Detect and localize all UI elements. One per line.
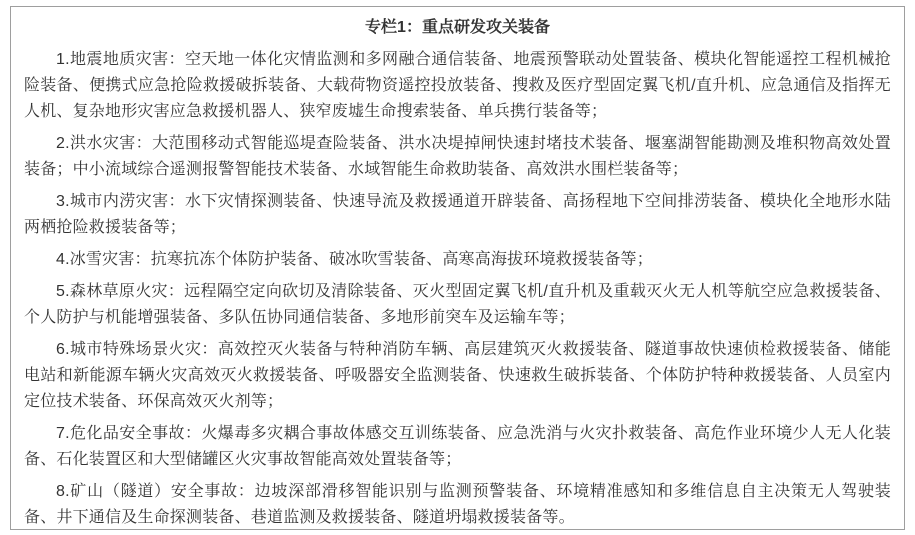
panel-title: 专栏1：重点研发攻关装备 [365, 19, 550, 36]
paragraph-ice-snow-disaster: 4.冰雪灾害：抗寒抗冻个体防护装备、破冰吹雪装备、高寒高海拔环境救援装备等； [56, 251, 653, 268]
paragraph-urban-special-scene-fire: 6.城市特殊场景火灾：高效控灭火装备与特种消防车辆、高层建筑灭火救援装备、隧道事故快速侦检救援装备、储能电站和新能源车辆火灾高效灭火救援装备、呼吸器安全监测装备、快速救生破拆装备、个体防护特种救援装备、人员室内定位技术装备、环保高效灭火剂等； [24, 341, 891, 410]
paragraph-mine-tunnel-safety-accident: 8.矿山（隧道）安全事故：边坡深部滑移智能识别与监测预警装备、环境精准感知和多维信息自主决策无人驾驶装备、井下通信及生命探测装备、巷道监测及救援装备、隧道坍塌救援装备等。 [24, 483, 891, 526]
paragraph-earthquake-geological-disaster: 1.地震地质灾害：空天地一体化灾情监测和多网融合通信装备、地震预警联动处置装备、模块化智能遥控工程机械抢险装备、便携式应急抢险救援破拆装备、大载荷物资遥控投放装备、搜救及医疗型固定翼飞机/直升机、应急通信及指挥无人机、复杂地形灾害应急救援机器人、狭窄废墟生命搜索装备、单兵携行装备等； [24, 51, 891, 120]
paragraph-hazardous-chemical-accident: 7.危化品安全事故：火爆毒多灾耦合事故体感交互训练装备、应急洗消与火灾扑救装备、高危作业环境少人无人化装备、石化装置区和大型储罐区火灾事故智能高效处置装备等； [24, 425, 891, 468]
paragraph-urban-waterlogging-disaster: 3.城市内涝灾害：水下灾情探测装备、快速导流及救援通道开辟装备、高扬程地下空间排涝装备、模块化全地形水陆两栖抢险救援装备等； [24, 193, 891, 236]
paragraph-flood-disaster: 2.洪水灾害：大范围移动式智能巡堤查险装备、洪水决堤掉闸快速封堵技术装备、堰塞湖智能勘测及堆积物高效处置装备；中小流域综合遥测报警智能技术装备、水域智能生命救助装备、高效洪水围栏装备等； [24, 135, 891, 178]
special-column-panel [10, 6, 905, 530]
panel-body [24, 47, 891, 530]
paragraph-forest-grassland-fire: 5.森林草原火灾：远程隔空定向砍切及清除装备、灭火型固定翼飞机/直升机及重载灭火无人机等航空应急救援装备、个人防护与机能增强装备、多队伍协同通信装备、多地形前突车及运输车等； [24, 283, 891, 326]
